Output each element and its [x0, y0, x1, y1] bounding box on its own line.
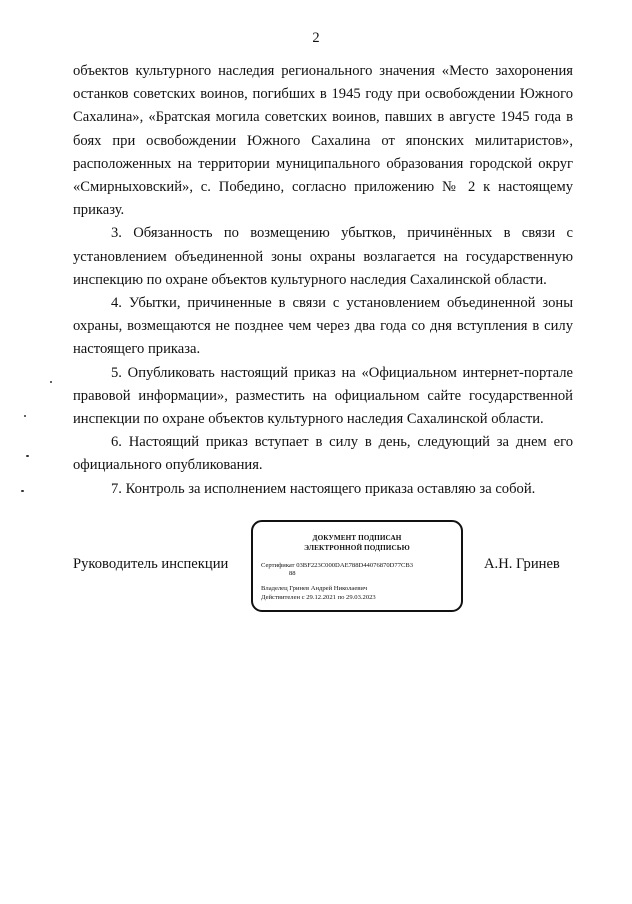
scan-speck: [26, 455, 29, 457]
stamp-owner: Владелец Гринев Андрей Николаевич: [261, 585, 368, 592]
stamp-certificate: Сертификат 03BF223C000DAE788D44076870D77CB3: [261, 562, 414, 569]
electronic-signature-stamp: [251, 520, 463, 612]
signatory-name: А.Н. Гринев: [484, 556, 560, 572]
page-number: 2: [312, 30, 320, 46]
paragraph-item-5: 5. Опубликовать настоящий приказ на «Официальном интернет-портале правовой информации», разместить на официальном сайте государственной инспекции по охране объектов культурного наследия Сахалинской области.: [73, 364, 573, 428]
stamp-title-line-2: ЭЛЕКТРОННОЙ ПОДПИСЬЮ: [304, 544, 410, 552]
scan-speck: [50, 381, 52, 383]
stamp-certificate-tail: 88: [289, 570, 296, 577]
signatory-title: Руководитель инспекции: [73, 556, 229, 572]
stamp-title: [253, 533, 461, 553]
document-body: [73, 60, 573, 501]
scan-speck: [24, 415, 26, 417]
paragraph-item-7: 7. Контроль за исполнением настоящего приказа оставляю за собой.: [111, 480, 536, 497]
stamp-title-line-1: ДОКУМЕНТ ПОДПИСАН: [312, 534, 402, 542]
stamp-validity: Действителен с 29.12.2021 по 29.03.2023: [261, 594, 376, 601]
paragraph-item-4: 4. Убытки, причиненные в связи с установлением объединенной зоны охраны, возмещаются не позднее чем через два года со дня вступления в силу настоящего приказа.: [73, 295, 573, 358]
paragraph-item-3: 3. Обязанность по возмещению убытков, причинённых в связи с установлением объединенной зоны охраны возлагается на государственную инспекцию по охране объектов культурного наследия Сахалинской области.: [73, 225, 573, 288]
scan-speck: [21, 490, 24, 492]
paragraph-continuation: объектов культурного наследия регионального значения «Место захоронения останков советских воинов, погибших в 1945 году при освобождении Южного Сахалина», «Братская могила советских воинов, павших в августе 1945 года в боях при освобождении Южного Сахалина от японских милитаристов», расположенных на территории муниципального образования городской округ «Смирныховский», с. Победино, согласно приложению № 2 к настоящему приказу.: [73, 63, 573, 219]
paragraph-item-6: 6. Настоящий приказ вступает в силу в день, следующий за днем его официального опубликования.: [73, 434, 573, 474]
